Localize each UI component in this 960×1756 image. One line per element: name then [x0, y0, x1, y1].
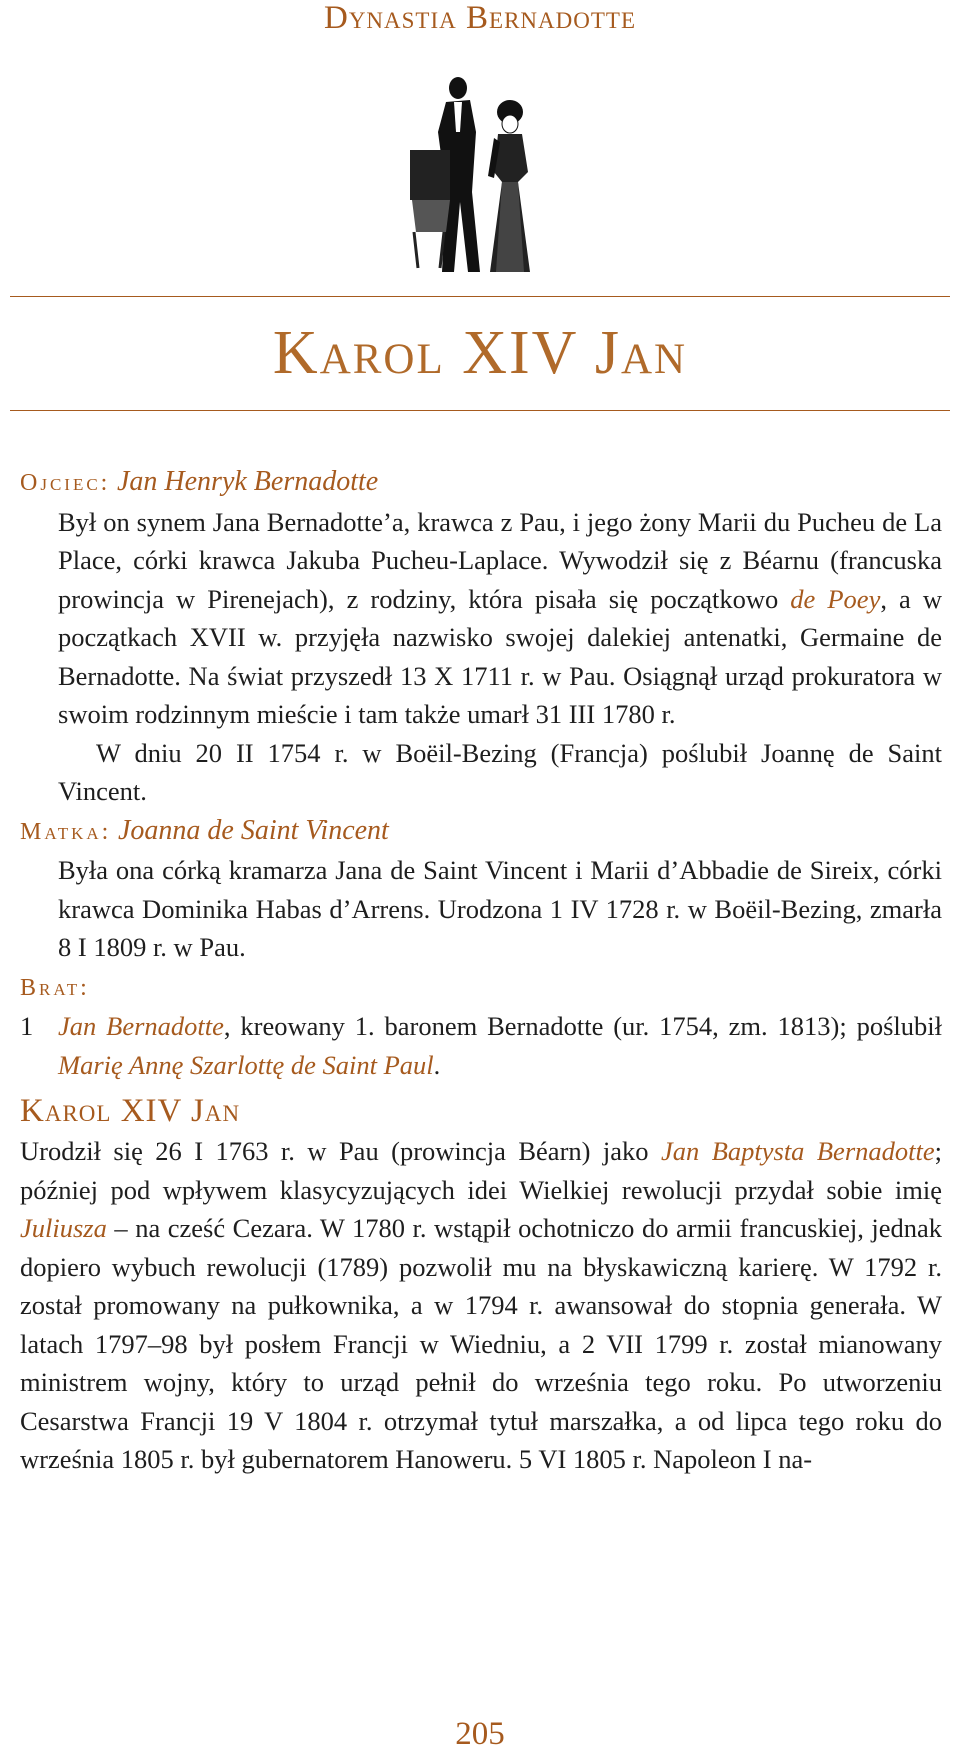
chapter-title: Karol XIV Jan	[272, 319, 688, 387]
main-paragraph: Urodził się 26 I 1763 r. w Pau (prowincja Béarn) jako Jan Baptysta Bernadotte; później pod wpływem klasycyzujących idei Wielkiej rewolucji przydał sobie imię Juliusza – na cześć Cezara. W 1780 r. wstąpił ochotniczo do armii francuskiej, jednak dopiero wybuch rewolucji (1789) pozwolił mu na błyskawiczną karierę. W 1792 r. został promowany na pułkownika, a w 1794 r. awansował do stopnia generała. W latach 1797–98 był posłem Francji w Wiedniu, a 2 VII 1799 r. został mianowany ministrem wojny, który to urząd pełnił do września tego roku. Po utworzeniu Cesarstwa Francji 19 V 1804 r. otrzymał tytuł marszałka, a od lipca tego roku do września 1805 r. był gubernatorem Hanoweru. 5 VI 1805 r. Napoleon I na-	[20, 1136, 942, 1474]
mother-paragraph: Była ona córką kramarza Jana de Saint Vincent i Marii d’Abbadie de Sireix, córki krawca Dominika Habas d’Arrens. Urodzona 1 IV 1728 r. w Boëil-Bezing, zmarła 8 I 1809 r. w Pau.	[58, 855, 942, 962]
father-marriage: W dniu 20 II 1754 r. w Boëil-Bezing (Francja) poślubił Joannę de Saint Vincent.	[58, 737, 942, 806]
father-name: Jan Henryk Bernadotte	[116, 466, 379, 497]
brother-name: Jan Bernadotte	[58, 1011, 224, 1041]
couple-illustration	[410, 72, 555, 282]
running-head: Dynastia Bernadotte	[323, 0, 636, 36]
brother-header	[20, 967, 942, 1008]
brother-number: 1	[20, 1011, 34, 1041]
mother-label: Matka:	[20, 818, 112, 845]
mother-header	[20, 811, 942, 852]
section-heading: Karol XIV Jan	[20, 1093, 241, 1129]
mother-name: Joanna de Saint Vincent	[117, 814, 389, 846]
father-label: Ojciec:	[20, 470, 111, 496]
brother-entry: 1 Jan Bernadotte, kreowany 1. baronem Bernadotte (ur. 1754, zm. 1813); poślubił Marię Annę Szarlottę de Saint Paul.	[20, 1007, 942, 1084]
father-header	[20, 462, 942, 503]
page-number: 205	[455, 1716, 505, 1752]
top-rule	[10, 296, 950, 297]
father-paragraph: Był on synem Jana Bernadotte’a, krawca z Pau, i jego żony Marii du Pucheu de La Place, córki krawca Jakuba Pucheu-Laplace. Wywodził się z Béarnu (francuska prowincja w Pirenejach), z rodziny, która pisała się początkowo de Poey, a w początkach XVII w. przyjęła nazwisko swojej dalekiej antenatki, Germaine de Bernadotte. Na świat przyszedł 13 X 1711 r. w Pau. Osiągnął urząd prokuratora w swoim rodzinnym mieście i tam także umarł 31 III 1780 r.	[58, 506, 942, 729]
brother-spouse: Marię Annę Szarlottę de Saint Paul	[58, 1049, 434, 1080]
bottom-rule	[10, 410, 950, 411]
brother-label: Brat:	[20, 974, 90, 1001]
content	[20, 462, 942, 1479]
